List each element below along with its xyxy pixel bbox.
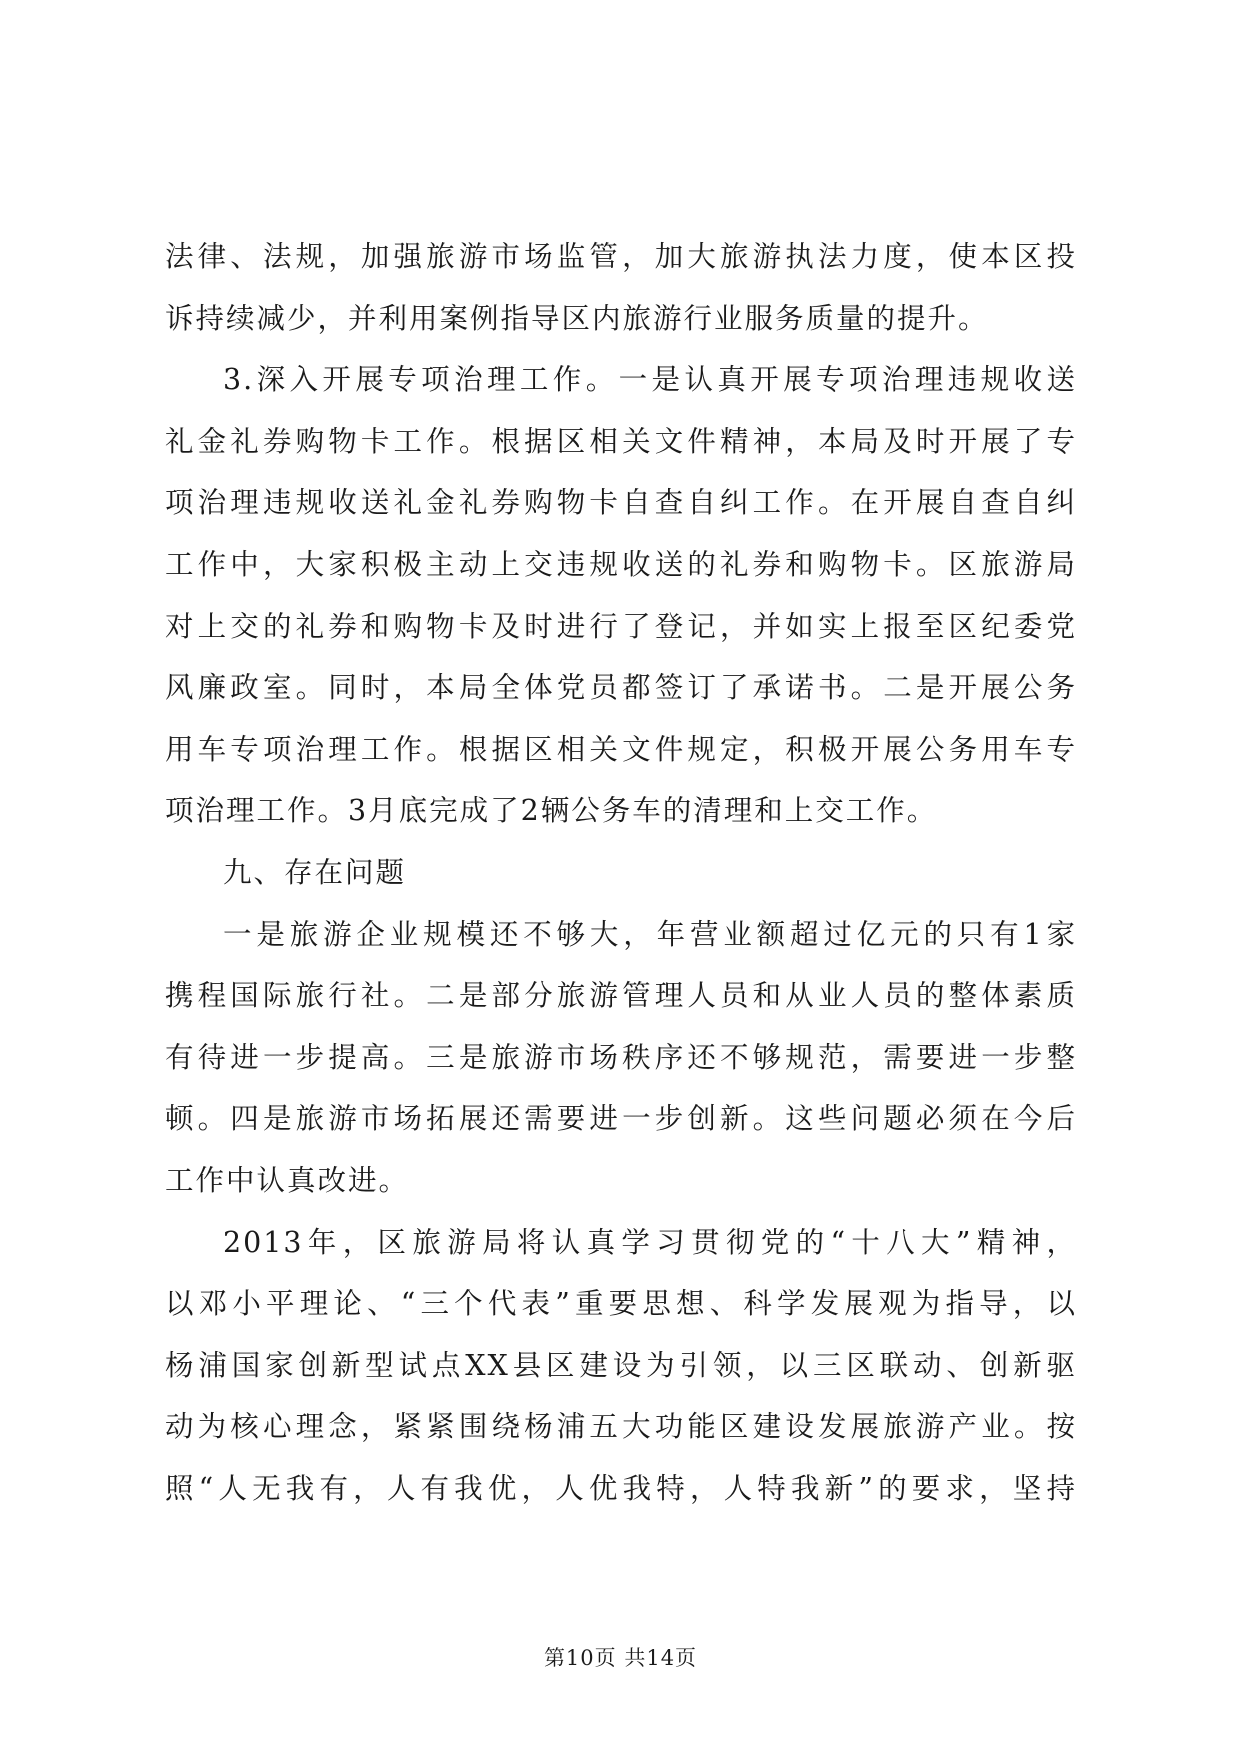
page-number: 第10页 共14页 (543, 1646, 698, 1670)
text-line: 以邓小平理论、“三个代表”重要思想、科学发展观为指导，以 (165, 1287, 1077, 1321)
text-line: 2013年，区旅游局将认真学习贯彻党的“十八大”精神， (223, 1225, 1077, 1259)
text-line: 杨浦国家创新型试点XX县区建设为引领，以三区联动、创新驱 (165, 1348, 1077, 1382)
section-heading: 九、存在问题 (223, 855, 407, 889)
text-line: 照“人无我有，人有我优，人优我特，人特我新”的要求，坚持 (165, 1471, 1077, 1505)
text-line: 工作中，大家积极主动上交违规收送的礼券和购物卡。区旅游局 (165, 547, 1077, 581)
text-line: 携程国际旅行社。二是部分旅游管理人员和从业人员的整体素质 (165, 979, 1077, 1013)
text-line: 工作中认真改进。 (165, 1163, 410, 1197)
text-line: 一是旅游企业规模还不够大，年营业额超过亿元的只有1家 (223, 917, 1077, 951)
text-line: 礼金礼券购物卡工作。根据区相关文件精神，本局及时开展了专 (165, 424, 1077, 458)
body-text (165, 226, 1077, 1519)
text-line: 法律、法规，加强旅游市场监管，加大旅游执法力度，使本区投 (165, 240, 1077, 273)
text-line: 对上交的礼券和购物卡及时进行了登记，并如实上报至区纪委党 (165, 609, 1077, 643)
text-line: 项治理违规收送礼金礼券购物卡自查自纠工作。在开展自查自纠 (165, 486, 1077, 520)
text-line: 顿。四是旅游市场拓展还需要进一步创新。这些问题必须在今后 (165, 1102, 1077, 1136)
text-line: 风廉政室。同时，本局全体党员都签订了承诺书。二是开展公务 (165, 671, 1077, 705)
text-line: 诉持续减少，并利用案例指导区内旅游行业服务质量的提升。 (165, 301, 989, 335)
text-line: 用车专项治理工作。根据区相关文件规定，积极开展公务用车专 (165, 732, 1077, 766)
text-line: 动为核心理念，紧紧围绕杨浦五大功能区建设发展旅游产业。按 (165, 1410, 1077, 1444)
text-line: 3.深入开展专项治理工作。一是认真开展专项治理违规收送 (223, 363, 1077, 397)
text-line: 有待进一步提高。三是旅游市场秩序还不够规范，需要进一步整 (165, 1040, 1077, 1074)
page-footer (0, 1643, 1241, 1673)
text-line: 项治理工作。3月底完成了2辆公务车的清理和上交工作。 (165, 794, 938, 828)
